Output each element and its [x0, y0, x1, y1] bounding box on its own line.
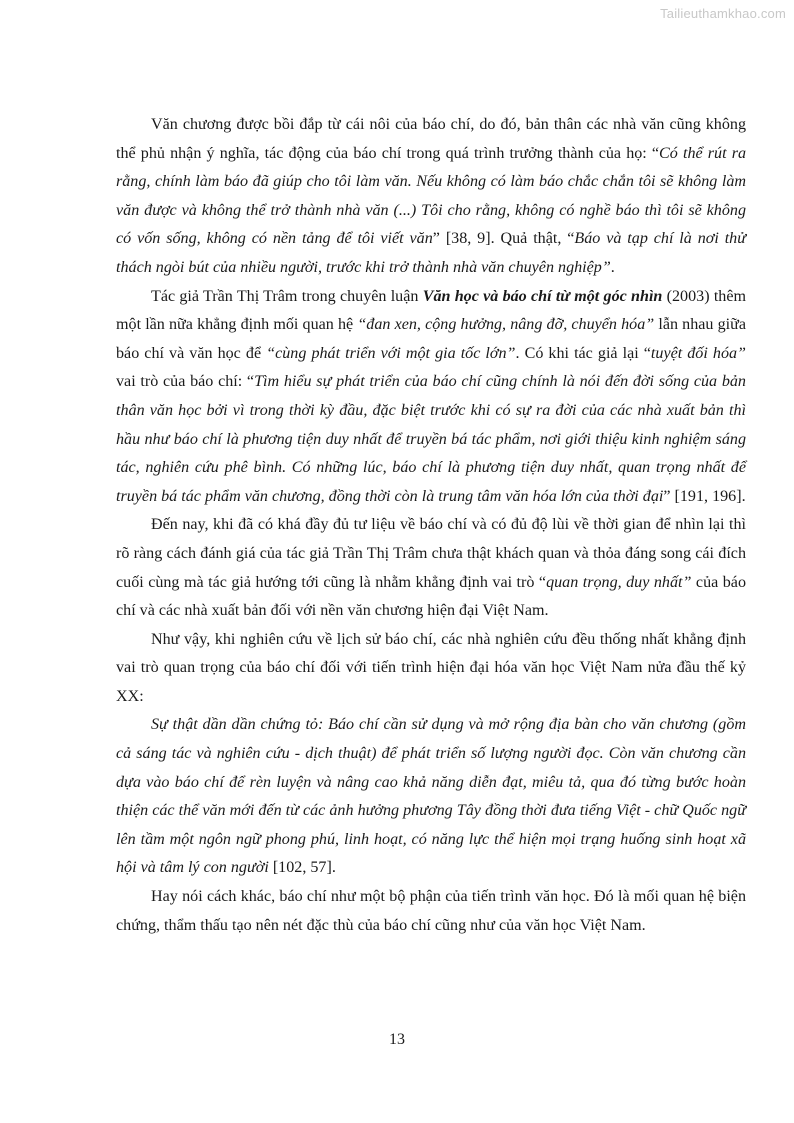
- text-run: Hay nói cách khác, báo chí như một bộ phận của tiến trình văn học. Đó là mối quan hệ biện chứng, thẩm thấu tạo nên nét đặc thù của báo chí cũng như của văn học Việt Nam.: [116, 888, 746, 934]
- text-run: lẫn nhau giữa báo chí và văn học để: [116, 316, 747, 362]
- document-body: [116, 111, 746, 940]
- block-quote: [116, 711, 746, 883]
- paragraph-4: [116, 626, 746, 712]
- text-run: “đan xen, cộng hưởng, nâng đỡ, chuyển hóa”: [357, 316, 655, 334]
- text-run: ” [38, 9]. Quả thật, “: [432, 230, 575, 248]
- text-run: Báo và tạp chí là nơi thử thách ngòi bút của nhiều người, trước khi trở thành nhà văn chuyên nghiệp”: [116, 230, 747, 276]
- text-run: Văn học và báo chí từ một góc nhìn: [422, 287, 663, 305]
- paragraph-3: [116, 511, 746, 625]
- text-run: tuyệt đối hóa”: [650, 344, 746, 362]
- paragraph-6: [116, 883, 746, 940]
- paragraph-2: [116, 283, 746, 512]
- page-number: 13: [389, 1031, 405, 1048]
- text-run: .: [610, 258, 615, 276]
- text-run: Đến nay, khi đã có khá đầy đủ tư liệu về báo chí và có đủ độ lùi về thời gian để nhìn lại thì rõ ràng cách đánh giá của tác giả Trần Thị Trâm chưa thật khách quan và thỏa đáng song cái đích cuối cùng mà tác giả hướng tới cũng là nhằm khẳng định vai trò “: [116, 516, 746, 591]
- text-run: vai trò của báo chí: “: [116, 373, 255, 391]
- text-run: Sự thật dần dần chứng tỏ: Báo chí cần sử dụng và mở rộng địa bàn cho văn chương (gồm cả sáng tác và nghiên cứu - dịch thuật) để phát triển số lượng người đọc. Còn văn chương cần dựa vào báo chí để rèn luyện và nâng cao khả năng diễn đạt, miêu tả, qua đó từng bước hoàn thiện các thể văn mới đến từ các ảnh hưởng phương Tây đồng thời đưa tiếng Việt - chữ Quốc ngữ lên tầm một ngôn ngữ phong phú, linh hoạt, có năng lực thể hiện mọi trạng huống sinh hoạt xã hội và tâm lý con người: [116, 716, 746, 877]
- text-run: (2003) thêm một lần nữa khẳng định mối quan hệ: [116, 287, 747, 334]
- text-run: của báo chí và các nhà xuất bản đối với nền văn chương hiện đại Việt Nam.: [116, 573, 746, 620]
- text-run: . Có khi tác giả lại “: [515, 344, 651, 362]
- watermark: Tailieuthamkhao.com: [660, 6, 786, 21]
- text-run: Như vậy, khi nghiên cứu về lịch sử báo chí, các nhà nghiên cứu đều thống nhất khẳng định vai trò quan trọng của báo chí đối với tiến trình hiện đại hóa văn học Việt Nam nửa đầu thế kỷ XX:: [116, 630, 746, 705]
- text-run: Tìm hiểu sự phát triển của báo chí cũng chính là nói đến đời sống của bản thân văn học bởi vì trong thời kỳ đầu, đặc biệt trước khi có sự ra đời của các nhà xuất bản thì hầu như báo chí là phương tiện duy nhất để truyền bá tác phẩm, nơi giới thiệu kinh nghiệm sáng tác, nghiên cứu phê bình. Có những lúc, báo chí là phương tiện duy nhất, quan trọng nhất để truyền bá tác phẩm văn chương, đồng thời còn là trung tâm văn hóa lớn của thời đại: [116, 373, 746, 505]
- text-run: Văn chương được bồi đắp từ cái nôi của báo chí, do đó, bản thân các nhà văn cũng không thể phủ nhận ý nghĩa, tác động của báo chí trong quá trình trưởng thành của họ: “: [116, 116, 746, 162]
- text-run: [102, 57].: [268, 859, 336, 877]
- text-run: quan trọng, duy nhất”: [546, 573, 692, 591]
- text-run: ” [191, 196].: [663, 487, 746, 505]
- paragraph-1: [116, 111, 746, 283]
- text-run: Tác giả Trần Thị Trâm trong chuyên luận: [151, 287, 423, 305]
- text-run: “cùng phát triển với một gia tốc lớn”: [266, 344, 516, 362]
- text-run: Có thể rút ra rằng, chính làm báo đã giúp cho tôi làm văn. Nếu không có làm báo chắc chắn tôi sẽ không làm văn được và không thể trở thành nhà văn (...) Tôi cho rằng, không có nghề báo thì tôi sẽ không có vốn sống, không có nền tảng để tôi viết văn: [116, 144, 747, 248]
